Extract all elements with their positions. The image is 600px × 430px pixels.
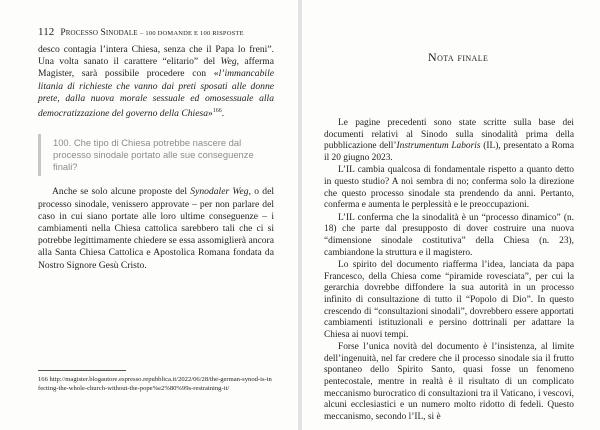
page-number: 112 <box>38 26 55 38</box>
right-body <box>324 118 574 423</box>
paragraph-3: L’IL conferma che la sinodalità è un “processo dinamico” (n. 18) che parte dal presupposto di dover costruire una nuova “dimensione sinodale costitutiva” della Chiesa (n. 23), cambiandone la struttura e il magistero. <box>324 212 574 258</box>
continued-paragraph: desco contagia l’intera Chiesa, senza che il Papa lo freni”. Una volta sanato il carattere “elitario” del Weg, afferma Magister, sarà possibile procedere con «l’immancabile litania di richieste che vanno dai preti sposati alle donne prete, dalla nuova morale sessuale ed omosessuale alla democratizzazione del governo della Chiesa»$^{166}$. <box>38 44 274 120</box>
footnote-rule <box>38 370 126 371</box>
paragraph-2: L’IL cambia qualcosa di fondamentale rispetto a quanto detto in questo studio? A noi sembra di no; conferma solo la direzione che questo processo sinodale sta prendendo da anni. Pertanto, conferma e aumenta le perplessità e le preoccupazioni. <box>324 165 574 211</box>
running-head <box>38 26 244 38</box>
question-heading: 100. Che tipo di Chiesa potrebbe nascere dal processo sinodale portato alle sue conseguenze finali? <box>38 134 274 176</box>
running-title: Processo Sinodale <box>60 28 138 38</box>
paragraph-4: Lo spirito del documento riafferma l’idea, lanciata da papa Francesco, della Chiesa come “piramide rovesciata”, per cui la gerarchia dovrebbe diffondere la sua autorità in un processo infinito di consultazione di tutto il “Popolo di Dio”. In questo crescendo di “consultazioni sinodali”, dovrebbero essere apportati cambiamenti istituzionali e persino dottrinali per adattare la Chiesa ai nuovi tempi. <box>324 260 574 340</box>
left-page <box>0 0 298 430</box>
footnote: 166 http://magister.blogautore.espresso.repubblica.it/2022/06/28/the-german-synod-is-infecting-the-whole-church-without-the-pope%e2%80%99s-restraining-it/ <box>38 376 272 392</box>
footnote-ref[interactable]: 166 <box>212 108 222 115</box>
left-body <box>38 44 274 272</box>
running-subtitle: – 100 DOMANDE E 100 RISPOSTE <box>140 30 244 37</box>
right-page <box>302 0 600 430</box>
chapter-title: Nota finale <box>428 50 489 64</box>
paragraph-5: Forse l’unica novità del documento è l’insistenza, al limite dell’ingenuità, nel far credere che il processo sinodale sia il frutto spontaneo dello Spirito Santo, quasi fosse un fenomeno pentecostale, mentre in realtà è il risultato di un complicato meccanismo burocratico di consultazioni tra il Vaticano, i vescovi, alcuni ecclesiastici e un numero molto ridotto di fedeli. Questo meccanismo, secondo l’IL, si è <box>324 342 574 422</box>
paragraph-1: Le pagine precedenti sono state scritte sulla base dei documenti relativi al Sinodo sulla sinodalità prima della pubblicazione dell’Instrumentum Laboris (IL), presentato a Roma il 20 giugno 2023. <box>324 118 574 163</box>
answer-paragraph: Anche se solo alcune proposte del Synodaler Weg, o del processo sinodale, venissero approvate – per non parlare del caso in cui siano portate alle loro ultime conseguenze – i cambiamenti nella Chiesa cattolica sarebbero tali che ci si potrebbe legittimamente chiedere se essa assomiglierà ancora alla Santa Chiesa Cattolica e Apostolica Romana fondata da Nostro Signore Gesù Cristo. <box>38 186 275 271</box>
